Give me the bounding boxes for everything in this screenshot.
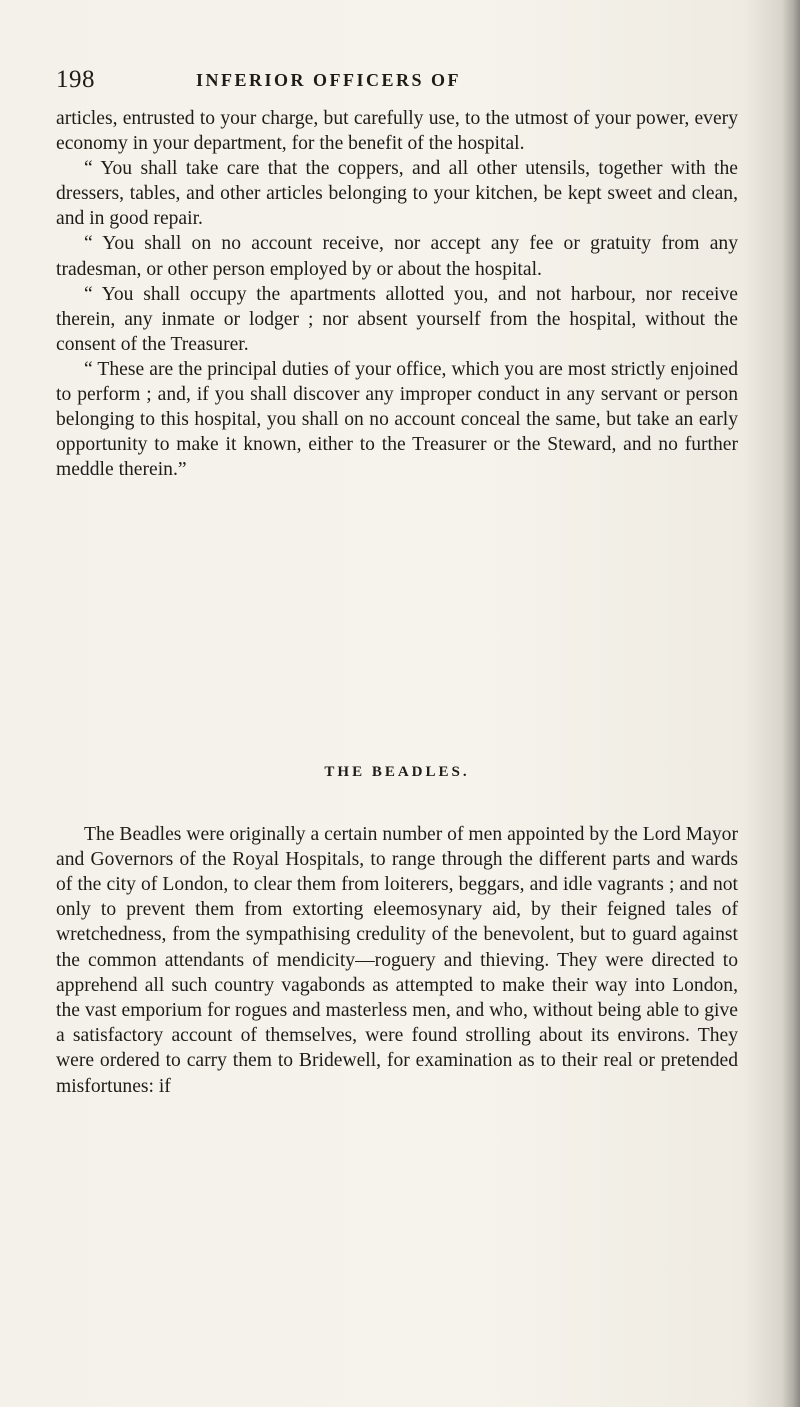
paragraph-continued: articles, entrusted to your charge, but carefully use, to the utmost of your power, every economy in your department, for the benefit of the hospital. bbox=[56, 108, 738, 155]
page-number: 198 bbox=[56, 66, 95, 93]
paragraph-duties: “ These are the principal duties of your office, which you are most strictly enjoined to perform ; and, if you shall discover any improper conduct in any servant or person belonging to this hospital, you shall on no account conceal the same, but take an early opportunity to make it known, either to the Treasurer or the Steward, and no further meddle therein.” bbox=[56, 358, 738, 481]
paragraph-apartments: “ You shall occupy the apartments allotted you, and not harbour, nor receive therein, any inmate or lodger ; nor absent yourself from the hospital, without the consent of the Treasurer. bbox=[56, 283, 738, 355]
section-heading: THE BEADLES. bbox=[324, 764, 470, 780]
running-head: INFERIOR OFFICERS OF bbox=[196, 70, 462, 90]
paragraph-gratuity: “ You shall on no account receive, nor accept any fee or gratuity from any tradesman, or other person employed by or about the hospital. bbox=[56, 233, 738, 280]
paragraph-beadles: The Beadles were originally a certain number of men appointed by the Lord Mayor and Governors of the Royal Hospitals, to range through the different parts and wards of the city of London, to clear them from loiterers, beggars, and idle vagrants ; and not only to prevent them from extorting eleemosynary aid, by their feigned tales of wretchedness, from the sympathising credulity of the benevolent, but to guard against the common attendants of mendicity—roguery and thieving. They were directed to apprehend all such country vagabonds as attempted to make their way into London, the vast emporium for rogues and masterless men, and who, without being able to give a satisfactory account of themselves, were found strolling about its environs. They were ordered to carry them to Bridewell, for examination as to their real or pretended misfortunes: if bbox=[56, 823, 738, 1097]
body-text bbox=[56, 106, 738, 482]
page-edge-shadow bbox=[782, 0, 800, 1407]
page-header bbox=[56, 66, 726, 106]
paragraph-coppers: “ You shall take care that the coppers, and all other utensils, together with the dressers, tables, and other articles belonging to your kitchen, be kept sweet and clean, and in good repair. bbox=[56, 158, 738, 230]
